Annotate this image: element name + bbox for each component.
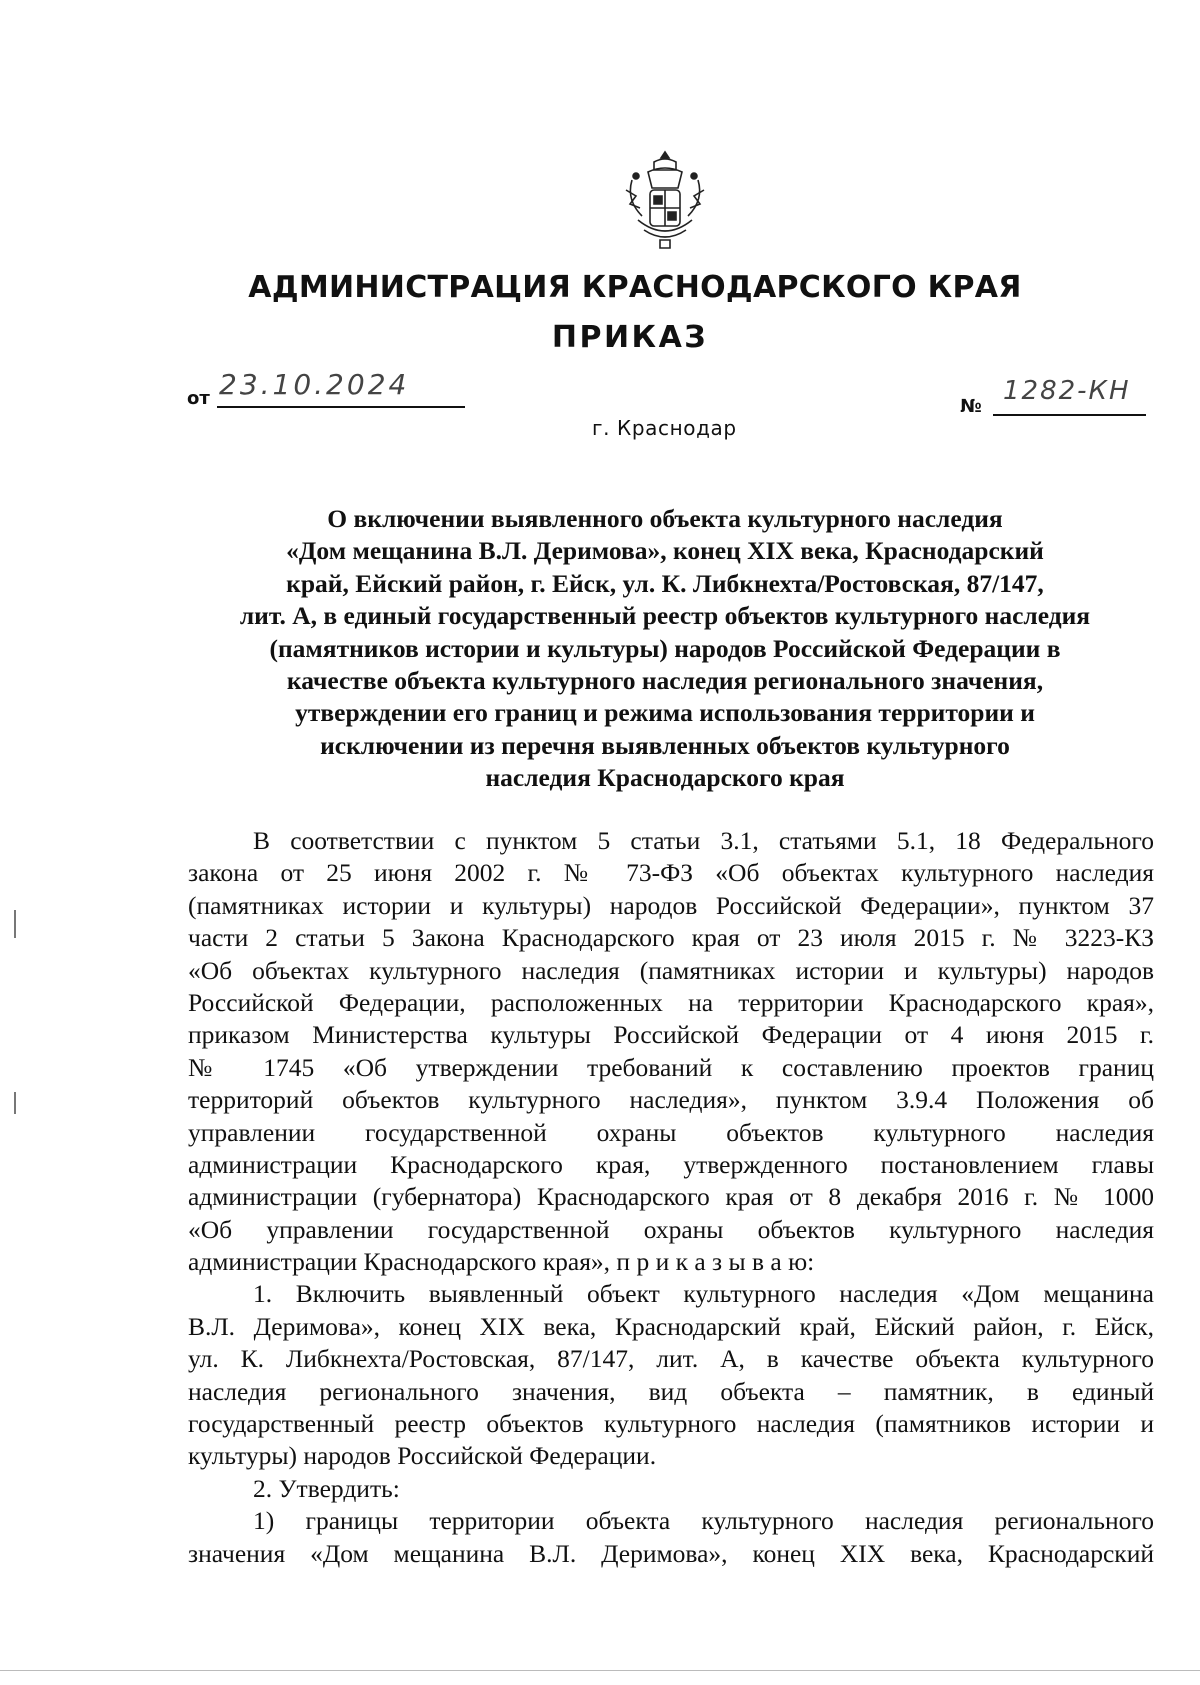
order-body xyxy=(188,825,1154,1570)
body-line: администрации Краснодарского края», п р и к а з ы в а ю: xyxy=(188,1247,815,1277)
body-line: ул. К. Либкнехта/Ростовская, 87/147, лит. А, в качестве объекта культурного xyxy=(188,1344,1154,1374)
body-line: части 2 статьи 5 Закона Краснодарского края от 23 июля 2015 г. № 3223-КЗ xyxy=(188,923,1154,953)
body-line: управлении государственной охраны объектов культурного наследия xyxy=(188,1117,1154,1147)
organization-title: АДМИНИСТРАЦИЯ КРАСНОДАРСКОГО КРАЯ xyxy=(248,270,1022,305)
body-line: приказом Министерства культуры Российской Федерации от 4 июня 2015 г. xyxy=(188,1020,1154,1050)
body-line: В.Л. Деримова», конец XIX века, Краснодарский край, Ейский район, г. Ейск, xyxy=(188,1311,1154,1341)
body-line: администрации (губернатора) Краснодарского края от 8 декабря 2016 г. № 1000 xyxy=(188,1182,1154,1212)
body-line: наследия регионального значения, вид объекта – памятник, в единый xyxy=(188,1376,1154,1406)
coat-of-arms-emblem xyxy=(624,150,706,250)
body-line: «Об управлении государственной охраны объектов культурного наследия xyxy=(188,1214,1154,1244)
heading-line: утверждении его границ и режима использования территории и xyxy=(295,698,1035,728)
body-line: Российской Федерации, расположенных на территории Краснодарского края», xyxy=(188,987,1154,1017)
heading-line: О включении выявленного объекта культурного наследия xyxy=(327,504,1003,533)
city-label: г. Краснодар xyxy=(592,416,737,440)
body-line: территорий объектов культурного наследия», пунктом 3.9.4 Положения об xyxy=(188,1085,1154,1115)
heading-line: лит. А, в единый государственный реестр объектов культурного наследия xyxy=(239,601,1091,631)
body-line: 1. Включить выявленный объект культурного наследия «Дом мещанина xyxy=(253,1279,1154,1309)
scan-margin-mark xyxy=(14,1092,16,1114)
heading-line: исключении из перечня выявленных объектов культурного xyxy=(320,730,1010,760)
body-line: значения «Дом мещанина В.Л. Деримова», конец XIX века, Краснодарский xyxy=(188,1538,1154,1568)
scan-margin-mark xyxy=(14,910,16,938)
body-line: администрации Краснодарского края, утвержденного постановлением главы xyxy=(188,1149,1154,1179)
heading-line: край, Ейский район, г. Ейск, ул. К. Либкнехта/Ростовская, 87/147, xyxy=(286,568,1044,598)
body-line: В соответствии с пунктом 5 статьи 3.1, статьями 5.1, 18 Федерального xyxy=(253,826,1154,855)
body-line: 2. Утвердить: xyxy=(253,1473,400,1503)
number-value: 1282-КН xyxy=(993,376,1146,416)
order-heading xyxy=(150,503,1180,795)
scan-bottom-edge xyxy=(0,1670,1200,1671)
heading-line: наследия Краснодарского края xyxy=(485,763,845,793)
heading-line: (памятников истории и культуры) народов Российской Федерации в xyxy=(269,633,1061,663)
body-line: 1) границы территории объекта культурного наследия регионального xyxy=(253,1506,1154,1536)
body-line: государственный реестр объектов культурного наследия (памятников истории и xyxy=(188,1409,1154,1439)
body-line: закона от 25 июня 2002 г. № 73-ФЗ «Об объектах культурного наследия xyxy=(188,858,1154,888)
heading-line: «Дом мещанина В.Л. Деримова», конец XIX века, Краснодарский xyxy=(286,536,1044,566)
date-label: от xyxy=(187,388,210,409)
body-line: «Об объектах культурного наследия (памятниках истории и культуры) народов xyxy=(188,955,1154,985)
date-value: 23.10.2024 xyxy=(217,368,465,408)
heading-line: качестве объекта культурного наследия регионального значения, xyxy=(286,666,1044,696)
body-line: культуры) народов Российской Федерации. xyxy=(188,1441,657,1471)
number-label: № xyxy=(960,396,982,417)
document-type-title: ПРИКАЗ xyxy=(551,320,709,355)
body-line: (памятниках истории и культуры) народов Российской Федерации», пунктом 37 xyxy=(188,890,1154,920)
body-line: № 1745 «Об утверждении требований к составлению проектов границ xyxy=(188,1052,1154,1082)
